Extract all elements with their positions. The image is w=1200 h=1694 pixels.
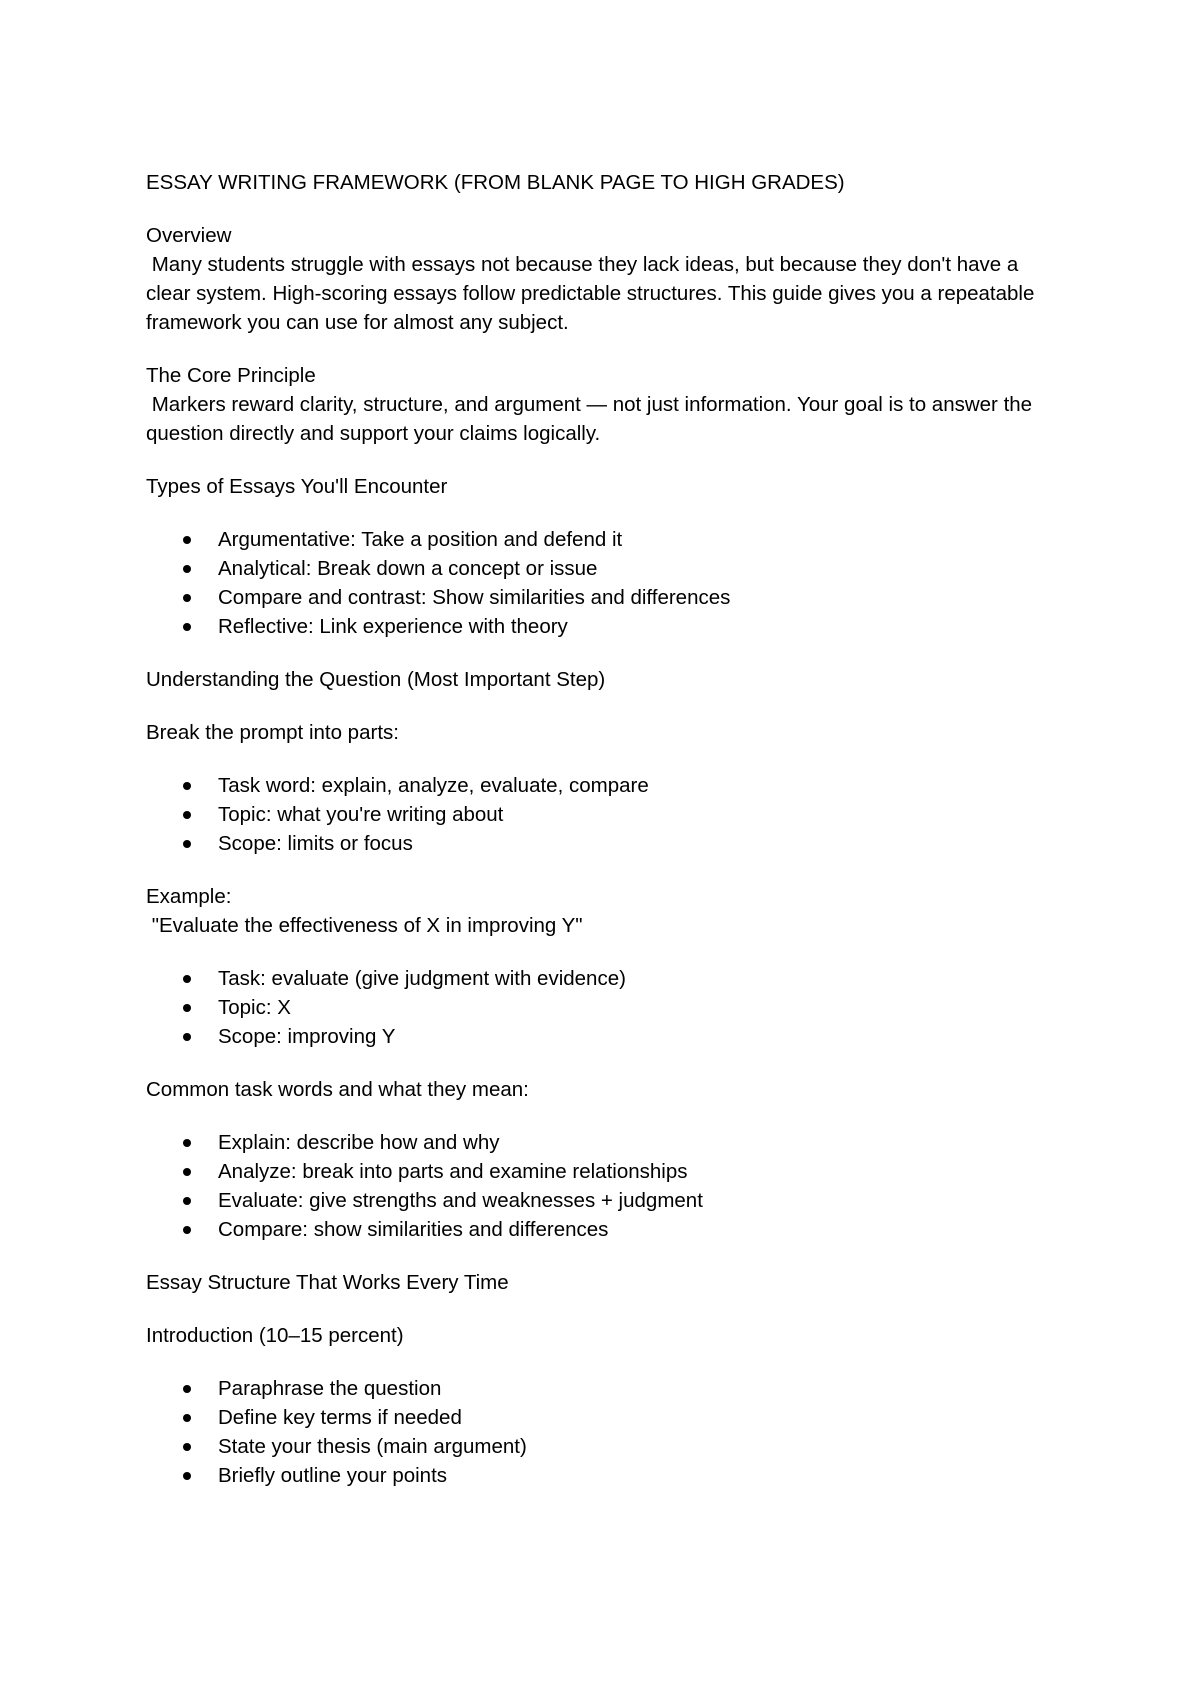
- introduction-heading: Introduction (10–15 percent): [146, 1324, 404, 1347]
- document-content: [146, 168, 1066, 1514]
- list-item: [218, 554, 1066, 583]
- list-item-text: Paraphrase the question: [218, 1377, 442, 1400]
- bullet-icon: [183, 1443, 191, 1451]
- bullet-icon: [183, 1004, 191, 1012]
- list-item-text: Reflective: Link experience with theory: [218, 615, 568, 638]
- core-principle-body: Markers reward clarity, structure, and argument — not just information. Your goal is to answer the question directly and support your claims logically.: [146, 393, 1038, 445]
- list-item-text: Define key terms if needed: [218, 1406, 462, 1429]
- list-item-text: Evaluate: give strengths and weaknesses + judgment: [218, 1189, 703, 1212]
- list-item: [218, 1128, 1066, 1157]
- bullet-icon: [183, 840, 191, 848]
- bullet-icon: [183, 565, 191, 573]
- list-item: [218, 964, 1066, 993]
- list-item-text: Analyze: break into parts and examine relationships: [218, 1160, 688, 1183]
- overview-body: Many students struggle with essays not because they lack ideas, but because they don't have a clear system. High-scoring essays follow predictable structures. This guide gives you a repeatable framework you can use for almost any subject.: [146, 253, 1041, 334]
- overview-section: [146, 221, 1066, 337]
- understanding-list: [146, 771, 1066, 858]
- list-item-text: Analytical: Break down a concept or issue: [218, 557, 598, 580]
- bullet-icon: [183, 975, 191, 983]
- example-list: [146, 964, 1066, 1051]
- list-item: [218, 1461, 1066, 1490]
- list-item-text: State your thesis (main argument): [218, 1435, 527, 1458]
- bullet-icon: [183, 1033, 191, 1041]
- bullet-icon: [183, 811, 191, 819]
- list-item-text: Compare: show similarities and differences: [218, 1218, 609, 1241]
- bullet-icon: [183, 1414, 191, 1422]
- list-item: [218, 800, 1066, 829]
- bullet-icon: [183, 1226, 191, 1234]
- document-title: ESSAY WRITING FRAMEWORK (FROM BLANK PAGE TO HIGH GRADES): [146, 171, 845, 194]
- structure-heading: Essay Structure That Works Every Time: [146, 1271, 509, 1294]
- bullet-icon: [183, 1385, 191, 1393]
- understanding-intro: Break the prompt into parts:: [146, 721, 399, 744]
- bullet-icon: [183, 623, 191, 631]
- list-item-text: Task: evaluate (give judgment with evidence): [218, 967, 626, 990]
- list-item: [218, 771, 1066, 800]
- list-item-text: Briefly outline your points: [218, 1464, 448, 1487]
- example-heading: Example:: [146, 885, 232, 908]
- core-principle-section: [146, 361, 1066, 448]
- list-item: [218, 829, 1066, 858]
- task-words-list: [146, 1128, 1066, 1244]
- example-section: [146, 882, 1066, 940]
- bullet-icon: [183, 1168, 191, 1176]
- list-item: [218, 1403, 1066, 1432]
- list-item-text: Argumentative: Take a position and defend it: [218, 528, 623, 551]
- types-list: [146, 525, 1066, 641]
- bullet-icon: [183, 594, 191, 602]
- list-item: [218, 993, 1066, 1022]
- list-item-text: Topic: what you're writing about: [218, 803, 504, 826]
- bullet-icon: [183, 782, 191, 790]
- overview-heading: Overview: [146, 224, 232, 247]
- list-item: [218, 583, 1066, 612]
- understanding-heading: Understanding the Question (Most Important Step): [146, 668, 606, 691]
- list-item: [218, 1432, 1066, 1461]
- bullet-icon: [183, 1472, 191, 1480]
- list-item: [218, 612, 1066, 641]
- list-item: [218, 525, 1066, 554]
- introduction-list: [146, 1374, 1066, 1490]
- types-heading: Types of Essays You'll Encounter: [146, 475, 448, 498]
- list-item: [218, 1157, 1066, 1186]
- bullet-icon: [183, 536, 191, 544]
- list-item: [218, 1215, 1066, 1244]
- example-quote: "Evaluate the effectiveness of X in improving Y": [146, 914, 583, 937]
- list-item-text: Compare and contrast: Show similarities and differences: [218, 586, 731, 609]
- list-item-text: Topic: X: [218, 996, 291, 1019]
- list-item-text: Explain: describe how and why: [218, 1131, 500, 1154]
- list-item: [218, 1374, 1066, 1403]
- list-item-text: Task word: explain, analyze, evaluate, compare: [218, 774, 649, 797]
- list-item: [218, 1022, 1066, 1051]
- bullet-icon: [183, 1197, 191, 1205]
- task-words-heading: Common task words and what they mean:: [146, 1078, 529, 1101]
- list-item-text: Scope: limits or focus: [218, 832, 413, 855]
- bullet-icon: [183, 1139, 191, 1147]
- core-principle-heading: The Core Principle: [146, 364, 316, 387]
- list-item-text: Scope: improving Y: [218, 1025, 396, 1048]
- list-item: [218, 1186, 1066, 1215]
